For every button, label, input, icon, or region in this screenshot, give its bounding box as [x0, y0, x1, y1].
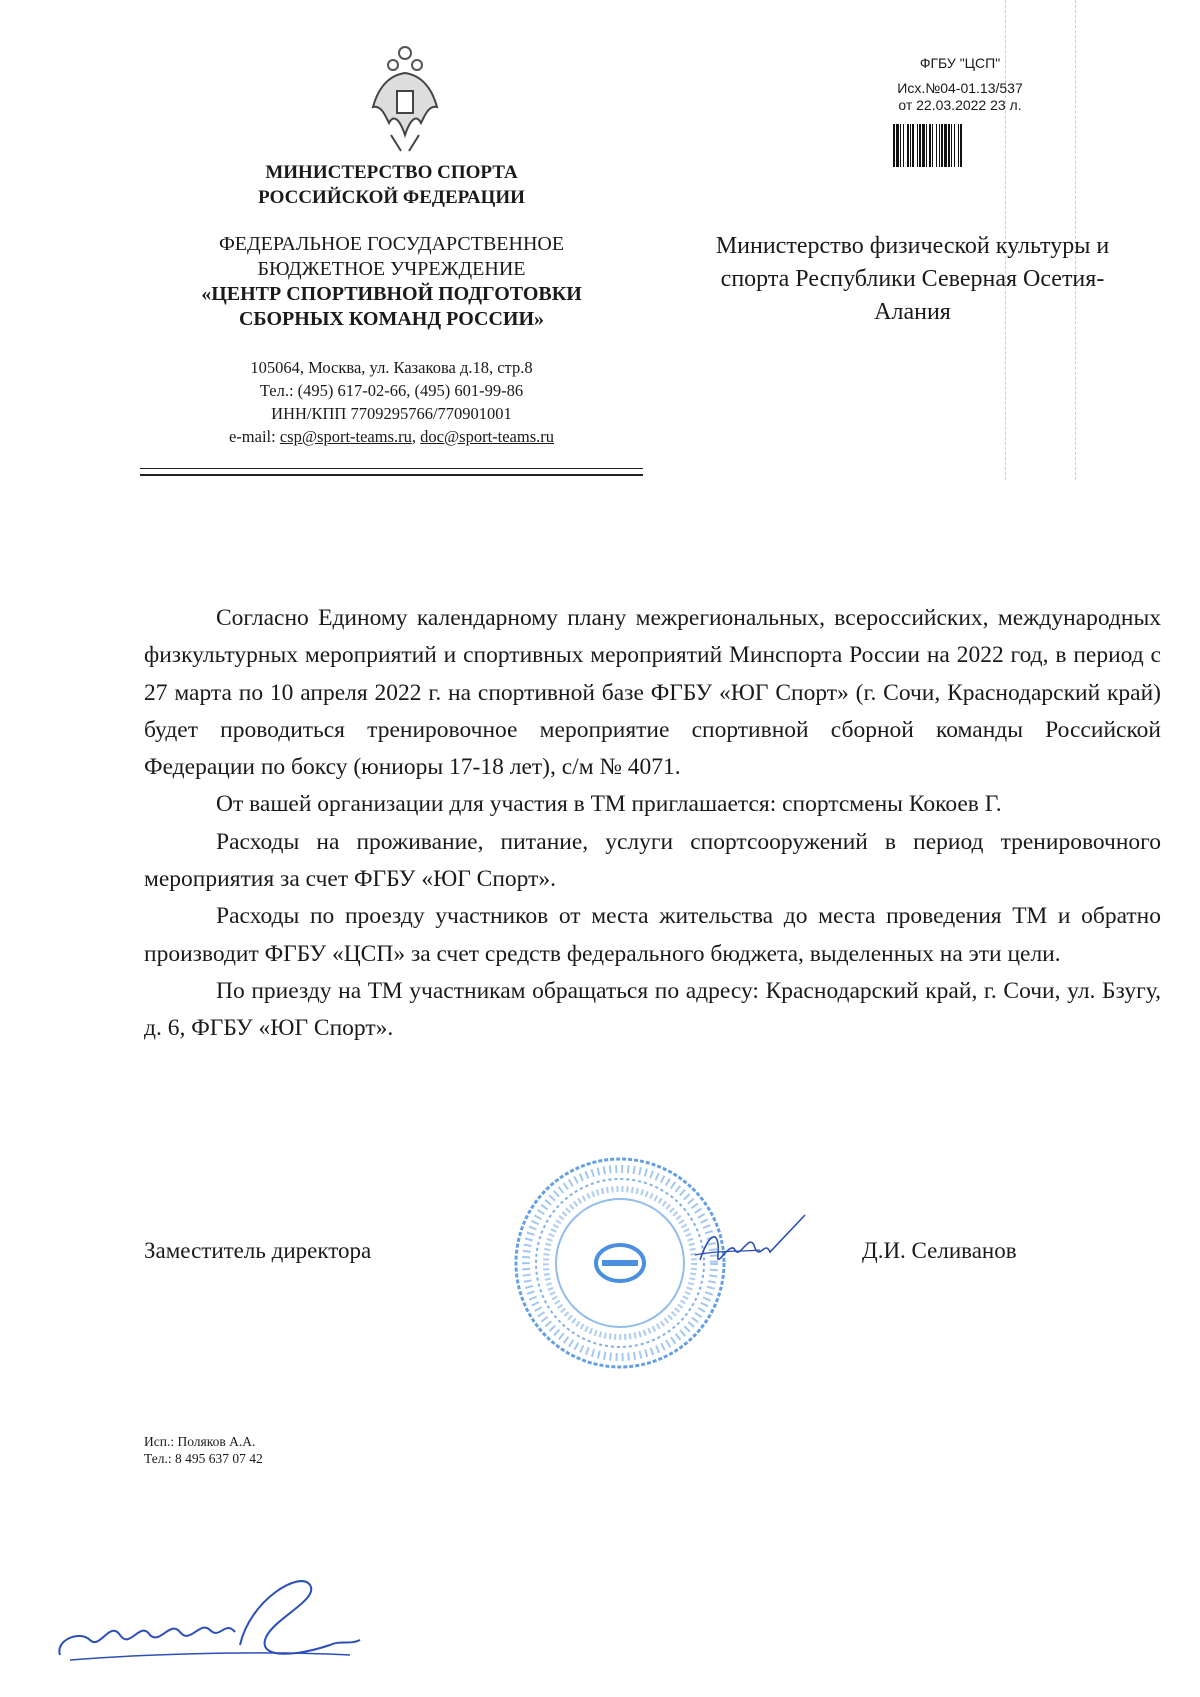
stamp-org: ФГБУ "ЦСП"	[919, 55, 1001, 71]
institution-type-line: БЮДЖЕТНОЕ УЧРЕЖДЕНИЕ	[257, 258, 526, 280]
barcode	[893, 124, 1038, 167]
coat-of-arms-emblem	[371, 45, 439, 153]
institution-name-line: «ЦЕНТР СПОРТИВНОЙ ПОДГОТОВКИ	[201, 283, 582, 305]
addressee-line: Министерство физической культуры и	[715, 233, 1110, 259]
signatory-position: Заместитель директора	[144, 1238, 372, 1263]
institution-name-line: СБОРНЫХ КОМАНД РОССИИ»	[238, 308, 545, 330]
body-paragraph: Согласно Единому календарному плану межрегиональных, всероссийских, международных физкультурных мероприятий и спортивных мероприятий Минспорта России на 2022 год, в период с 27 марта по 10 апреля 2022 г. на спортивной базе ФГБУ «ЮГ Спорт» (г. Сочи, Краснодарский край) будет проводиться тренировочное мероприятие спортивной сборной команды Российской Федерации по боксу (юниоры 17-18 лет), с/м № 4071.	[144, 605, 1161, 781]
body-paragraph: Расходы по проезду участников от места жительства до места проведения ТМ и обратно производит ФГБУ «ЦСП» за счет средств федерального бюджета, выделенных на эти цели.	[144, 903, 1161, 967]
executor-info	[144, 1433, 263, 1467]
address: 105064, Москва, ул. Казакова д.18, стр.8	[250, 358, 533, 377]
barcode-bar	[962, 124, 963, 167]
contact-block	[140, 356, 643, 448]
inn-kpp: ИНН/КПП 7709295766/770901001	[271, 404, 512, 423]
body-paragraph: Расходы на проживание, питание, услуги спортсооружений в период тренировочного мероприятия за счет ФГБУ «ЮГ Спорт».	[144, 828, 1161, 893]
email-link-csp[interactable]: csp@sport-teams.ru	[279, 427, 412, 446]
body-paragraph: По приезду на ТМ участникам обращаться по адресу: Краснодарский край, г. Сочи, ул. Бзугу, д. 6, ФГБУ «ЮГ Спорт».	[144, 977, 1161, 1042]
addressee-line: Алания	[874, 299, 951, 325]
registration-stamp	[860, 55, 1060, 115]
ministry-line: МИНИСТЕРСТВО СПОРТА	[265, 162, 518, 183]
director-signature	[690, 1210, 810, 1280]
ministry-name	[140, 160, 643, 210]
outgoing-date: от 22.03.2022 23 л.	[898, 97, 1022, 113]
signatory-name: Д.И. Селиванов	[862, 1238, 1017, 1263]
body-paragraph: От вашей организации для участия в ТМ приглашается: спортсмены Кокоев Г.	[216, 791, 1002, 818]
executor-phone: Тел.: 8 495 637 07 42	[144, 1451, 263, 1466]
institution-type-line: ФЕДЕРАЛЬНОЕ ГОСУДАРСТВЕННОЕ	[218, 233, 565, 255]
addressee	[665, 230, 1160, 329]
email-line	[140, 425, 643, 448]
executor-name: Исп.: Поляков А.А.	[144, 1434, 256, 1449]
letter-body	[144, 600, 1161, 1048]
ministry-line: РОССИЙСКОЙ ФЕДЕРАЦИИ	[258, 187, 525, 208]
email-link-doc[interactable]: doc@sport-teams.ru	[420, 427, 555, 446]
addressee-line: спорта Республики Северная Осетия-	[720, 266, 1105, 292]
institution-name	[140, 232, 643, 332]
header-divider	[140, 468, 643, 476]
handwritten-signature	[50, 1560, 370, 1670]
email-separator: ,	[411, 427, 421, 446]
phones: Тел.: (495) 617-02-66, (495) 601-99-86	[259, 381, 524, 400]
email-label: e-mail:	[228, 427, 280, 446]
outgoing-number: Исх.№04-01.13/537	[897, 79, 1023, 96]
